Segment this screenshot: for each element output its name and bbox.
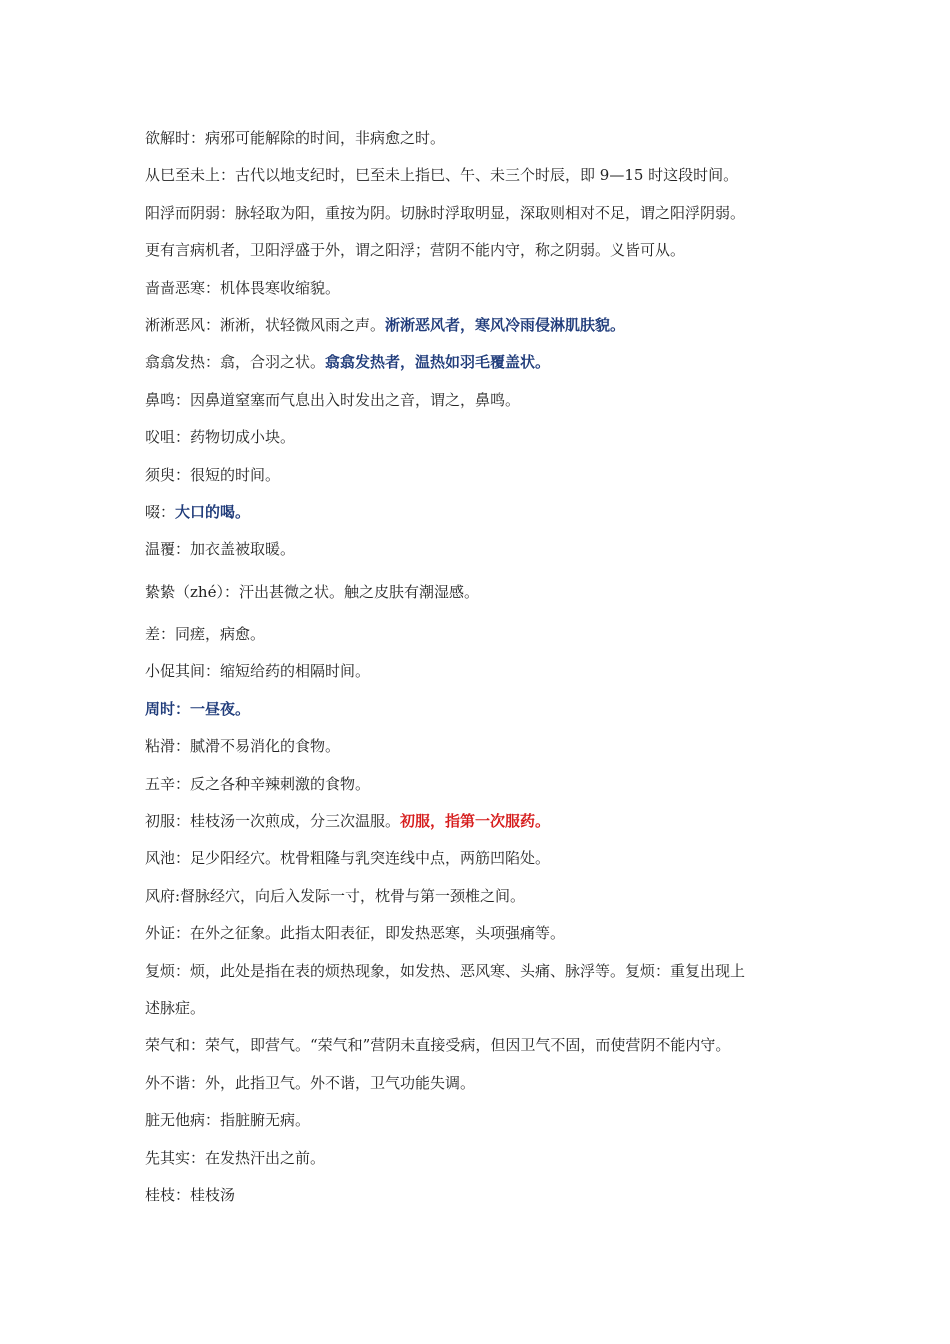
entry-text: 㕮咀：药物切成小块。 [145,428,296,447]
glossary-entry [145,766,825,803]
glossary-entry [145,419,825,456]
entry-emphasis: 淅淅恶风者，寒风冷雨侵淋肌肤貌。 [385,315,626,334]
glossary-entry [145,691,825,728]
glossary-entry [145,653,825,690]
entry-text: 小促其间：缩短给药的相隔时间。 [145,662,371,681]
glossary-entry [145,494,825,531]
entry-text: 絷絷（zhé）：汗出甚微之状。触之皮肤有潮湿感。 [145,582,479,601]
glossary-entry [145,803,825,840]
entry-text: 啬啬恶寒：机体畏寒收缩貌。 [145,278,341,297]
entry-emphasis: 周时：一昼夜。 [145,699,251,718]
glossary-entry [145,915,825,952]
entry-text: 翕翕发热：翕，合羽之状。 [145,353,326,372]
glossary-entry [145,344,825,381]
entry-text: 差：同瘥，病愈。 [145,625,266,644]
entry-text: 欲解时：病邪可能解除的时间，非病愈之时。 [145,129,446,147]
entry-text: 外不谐：外，此指卫气。外不谐，卫气功能失调。 [145,1073,476,1092]
entry-text: 温覆：加衣盖被取暖。 [145,540,296,559]
entry-text: 述脉症。 [145,998,206,1017]
entry-emphasis-red: 初服，指第一次服药。 [400,812,551,831]
glossary-entry [145,953,825,990]
entry-emphasis: 翕翕发热者，温热如羽毛覆盖状。 [325,353,551,372]
glossary-entry [145,382,825,419]
entry-text: 更有言病机者，卫阳浮盛于外，谓之阳浮；营阴不能内守，称之阴弱。义皆可从。 [145,241,686,260]
entry-text: 复烦：烦，此处是指在表的烦热现象，如发热、恶风寒、头痛、脉浮等。复烦：重复出现上 [145,961,746,980]
entry-text: 鼻鸣：因鼻道窒塞而气息出入时发出之音，谓之，鼻鸣。 [145,390,521,409]
entry-text: 阳浮而阴弱：脉轻取为阳，重按为阴。切脉时浮取明显，深取则相对不足，谓之阳浮阴弱。 [145,203,746,222]
glossary-entry [145,307,825,344]
glossary-entry [145,1102,825,1139]
entry-text: 五辛：反之各种辛辣刺激的食物。 [145,774,371,793]
glossary-entry [145,840,825,877]
entry-text: 粘滑：腻滑不易消化的食物。 [145,737,341,756]
glossary-entry [145,616,825,653]
entry-text: 风池：足少阳经穴。枕骨粗隆与乳突连线中点，两筋凹陷处。 [145,849,551,868]
entry-text: 脏无他病：指脏腑无病。 [145,1111,311,1130]
glossary-entry [145,232,825,269]
entry-text: 风府:督脉经穴，向后入发际一寸，枕骨与第一颈椎之间。 [145,886,526,905]
glossary-entry [145,457,825,494]
glossary-entry [145,1140,825,1177]
glossary-entry [145,728,825,765]
entry-text: 初服：桂枝汤一次煎成，分三次温服。 [145,812,401,831]
glossary-entry-continuation [145,990,825,1027]
entry-text: 外证：在外之征象。此指太阳表征，即发热恶寒，头项强痛等。 [145,924,566,943]
entry-text: 淅淅恶风：淅淅，状轻微风雨之声。 [145,315,386,334]
entry-text: 荣气和：荣气，即营气。“荣气和”营阴未直接受病，但因卫气不固，而使营阴不能内守。 [145,1036,731,1055]
entry-text: 桂枝：桂枝汤 [145,1185,236,1204]
entry-text: 先其实：在发热汗出之前。 [145,1148,326,1167]
glossary-entry [145,120,825,157]
glossary-entry [145,270,825,307]
glossary-entry [145,878,825,915]
entry-text: 从巳至未上：古代以地支纪时，巳至未上指巳、午、未三个时辰，即 9—15 时这段时间。 [145,166,739,185]
glossary-body [145,120,825,1214]
entry-text: 啜： [145,502,176,521]
glossary-entry [145,1177,825,1214]
glossary-entry [145,1065,825,1102]
entry-emphasis: 大口的喝。 [175,502,251,521]
glossary-entry [145,574,825,611]
glossary-entry [145,157,825,194]
glossary-entry [145,1027,825,1064]
entry-text: 须臾：很短的时间。 [145,465,281,484]
glossary-entry [145,531,825,568]
glossary-entry [145,195,825,232]
